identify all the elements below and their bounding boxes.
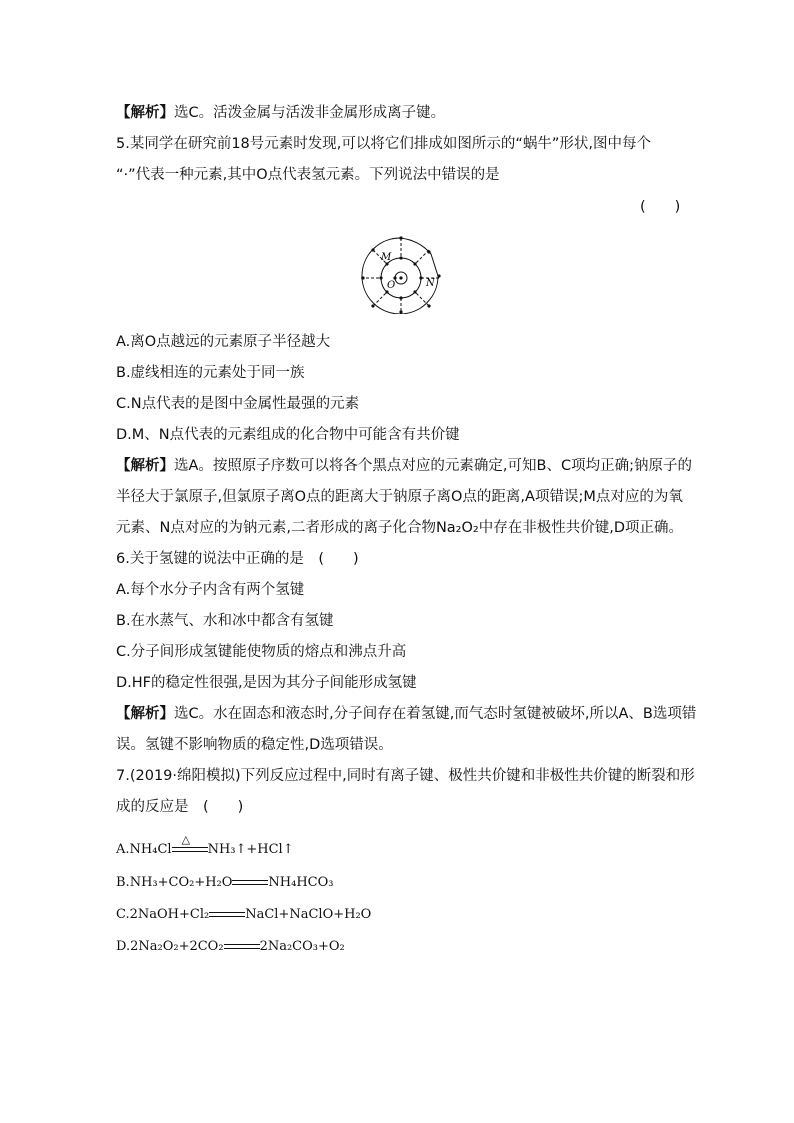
products: NH₃↑+HCl↑ — [207, 842, 294, 857]
option-5d: D.M、N点代表的元素组成的化合物中可能含有共价键 — [116, 427, 460, 443]
equals-sign — [209, 909, 245, 921]
option-5b: B.虚线相连的元素处于同一族 — [116, 365, 305, 381]
label-o: O — [387, 280, 396, 291]
question-6: 6.关于氢键的说法中正确的是 ( ) — [116, 551, 359, 567]
analysis-6-line-2: 误。氢键不影响物质的稳定性,D选项错误。 — [116, 737, 393, 753]
snail-diagram — [355, 232, 445, 314]
option-5c: C.N点代表的是图中金属性最强的元素 — [116, 396, 360, 412]
option-6d: D.HF的稳定性很强,是因为其分子间能形成氢键 — [116, 675, 417, 691]
option-6c: C.分子间形成氢键能使物质的熔点和沸点升高 — [116, 644, 407, 660]
analysis-5-line-2: 半径大于氯原子,但氯原子离O点的距离大于钠原子离O点的距离,A项错误;M点对应的为氧 — [116, 489, 683, 505]
option-7c — [116, 905, 371, 925]
reactants: 2Na₂O₂+2CO₂ — [130, 939, 224, 954]
option-letter: D. — [116, 939, 131, 954]
option-7a — [116, 832, 294, 860]
label-m: M — [381, 252, 392, 263]
option-letter: B. — [116, 875, 130, 890]
analysis-tag: 【解析】 — [116, 105, 174, 121]
equals-sign — [172, 832, 208, 856]
heat-symbol: △ — [181, 832, 191, 846]
answer-blank: ( ) — [640, 199, 681, 215]
analysis-tag: 【解析】 — [116, 706, 174, 722]
question-7-line-1: 7.(2019·绵阳模拟)下列反应过程中,同时有离子键、极性共价键和非极性共价键的断裂和形 — [116, 768, 695, 784]
equals-sign — [232, 877, 268, 889]
analysis-6-line-1 — [116, 704, 696, 724]
option-letter: C. — [116, 907, 130, 922]
analysis-line-1 — [116, 103, 445, 123]
option-letter: A. — [116, 842, 130, 857]
question-7-line-2: 成的反应是 ( ) — [116, 799, 244, 815]
option-7d — [116, 937, 345, 957]
products: 2Na₂CO₃+O₂ — [259, 939, 345, 954]
option-7b — [116, 873, 334, 893]
analysis-5-line-1 — [116, 456, 692, 476]
line-text: 选C。水在固态和液态时,分子间存在着氢键,而气态时氢键被破坏,所以A、B选项错 — [174, 706, 697, 722]
products: NH₄HCO₃ — [268, 875, 334, 890]
option-6a: A.每个水分子内含有两个氢键 — [116, 582, 305, 598]
analysis-5-line-3: 元素、N点对应的为钠元素,二者形成的离子化合物Na₂O₂中存在非极性共价键,D项正确。 — [116, 520, 683, 536]
question-5-line-1: 5.某同学在研究前18号元素时发现,可以将它们排成如图所示的“蜗牛”形状,图中每个 — [116, 136, 652, 152]
equals-sign — [224, 941, 260, 953]
reactants: NH₃+CO₂+H₂O — [129, 875, 233, 890]
question-5-line-2: “·”代表一种元素,其中O点代表氢元素。下列说法中错误的是 — [116, 167, 500, 183]
option-5a: A.离O点越远的元素原子半径越大 — [116, 334, 331, 350]
products: NaCl+NaClO+H₂O — [245, 907, 372, 922]
option-6b: B.在水蒸气、水和冰中都含有氢键 — [116, 613, 334, 629]
line-text: 选C。活泼金属与活泼非金属形成离子键。 — [174, 105, 446, 121]
label-n: N — [426, 278, 435, 289]
line-text: 选A。按照原子序数可以将各个黑点对应的元素确定,可知B、C项均正确;钠原子的 — [174, 458, 692, 474]
reactants: 2NaOH+Cl₂ — [129, 907, 210, 922]
reactants: NH₄Cl — [129, 842, 172, 857]
analysis-tag: 【解析】 — [116, 458, 174, 474]
